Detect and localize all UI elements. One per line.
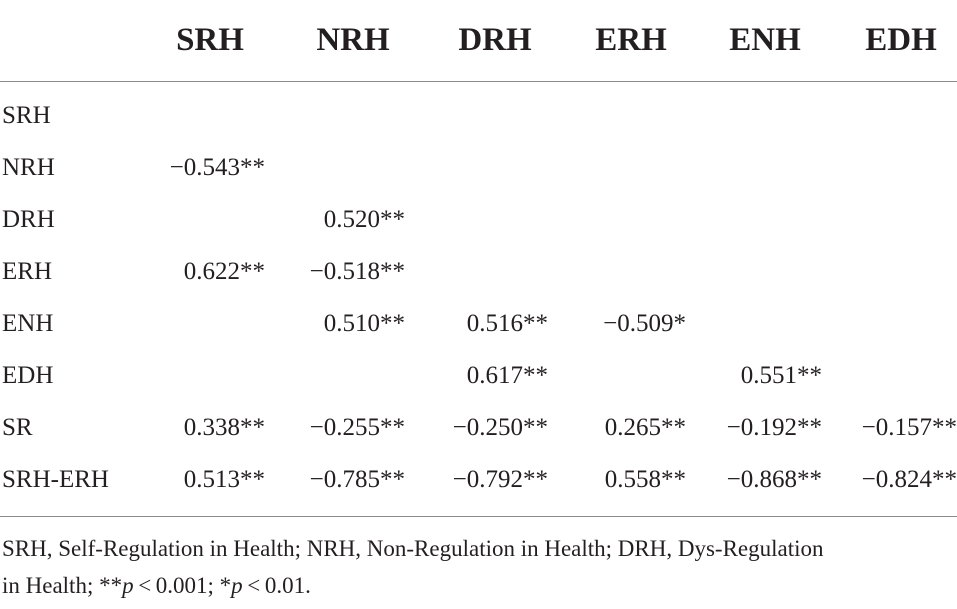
table-cell: −0.824** <box>861 466 957 493</box>
table-cell: −0.250** <box>452 414 548 441</box>
p-symbol: p <box>122 573 134 598</box>
row-label: NRH <box>2 154 55 181</box>
column-header-edh: EDH <box>865 22 937 58</box>
footnote-line-2-prefix: in Health; ** <box>2 573 123 598</box>
table-row <box>0 247 957 299</box>
row-label: SR <box>2 414 33 441</box>
table-row <box>0 195 957 247</box>
column-header-drh: DRH <box>458 22 532 58</box>
table-row <box>0 351 957 403</box>
table-cell: −0.543** <box>169 154 265 181</box>
table-cell: 0.516** <box>466 310 548 337</box>
table-cell: −0.509* <box>603 310 686 337</box>
table-cell: 0.513** <box>183 466 265 493</box>
table-cell: 0.520** <box>323 206 405 233</box>
table-row <box>0 143 957 195</box>
table-cell: −0.255** <box>309 414 405 441</box>
table-row <box>0 91 957 143</box>
row-label: DRH <box>2 206 55 233</box>
table-cell: −0.785** <box>309 466 405 493</box>
table-row <box>0 403 957 455</box>
table-cell: −0.792** <box>452 466 548 493</box>
table-row <box>0 455 957 507</box>
column-header-nrh: NRH <box>316 22 390 58</box>
table-cell: 0.551** <box>740 362 822 389</box>
p-symbol: p <box>231 573 243 598</box>
table-footnote <box>2 530 957 604</box>
footer-divider <box>0 516 957 517</box>
row-label: ERH <box>2 258 52 285</box>
table-header <box>0 0 957 82</box>
table-cell: 0.558** <box>604 466 686 493</box>
table-cell: 0.338** <box>183 414 265 441</box>
row-label: ENH <box>2 310 54 337</box>
p-threshold-1: < 0.001; * <box>133 573 232 598</box>
table-cell: −0.192** <box>726 414 822 441</box>
table-cell: 0.617** <box>466 362 548 389</box>
row-label: SRH-ERH <box>2 466 109 493</box>
row-label: SRH <box>2 102 51 129</box>
table-cell: −0.868** <box>726 466 822 493</box>
column-header-srh: SRH <box>176 22 244 58</box>
row-label: EDH <box>2 362 54 389</box>
column-header-enh: ENH <box>729 22 801 58</box>
header-divider <box>0 81 957 82</box>
table-row <box>0 299 957 351</box>
table-cell: 0.265** <box>604 414 686 441</box>
p-threshold-2: < 0.01. <box>242 573 311 598</box>
table-cell: 0.622** <box>183 258 265 285</box>
footnote-line-2 <box>2 567 957 604</box>
table-cell: 0.510** <box>323 310 405 337</box>
table-cell: −0.157** <box>861 414 957 441</box>
footnote-line-1: SRH, Self-Regulation in Health; NRH, Non-Regulation in Health; DRH, Dys-Regulation <box>2 536 824 561</box>
table-cell: −0.518** <box>309 258 405 285</box>
column-header-erh: ERH <box>595 22 667 58</box>
